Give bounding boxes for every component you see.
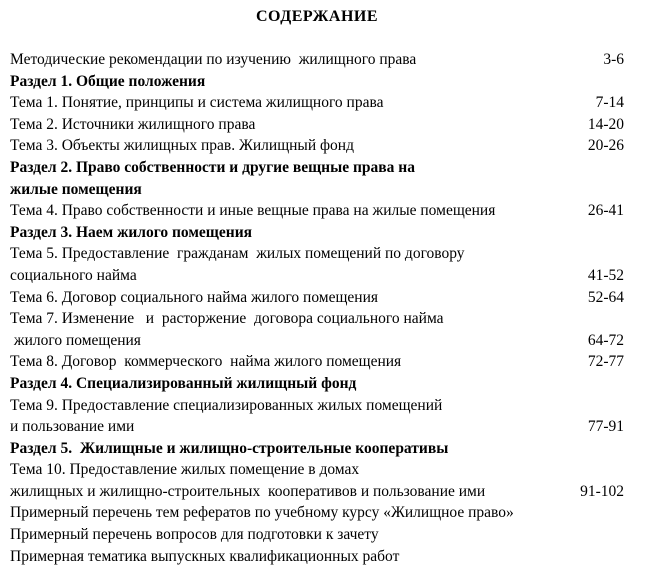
toc-entry-text: Тема 3. Объекты жилищных прав. Жилищный фонд <box>10 137 354 155</box>
toc-entry-pages: 26-41 <box>587 202 624 220</box>
toc-row <box>10 308 624 330</box>
toc-row <box>10 546 624 567</box>
toc-entry-pages: 20-26 <box>587 137 624 155</box>
toc-row-continued <box>10 481 624 503</box>
toc-row-continued <box>10 416 624 438</box>
toc-row <box>10 135 624 157</box>
toc-entry-pages: 91-102 <box>580 482 624 500</box>
toc-entry-text: Тема 9. Предоставление специализированных жилых помещений <box>10 396 443 414</box>
toc-entry-text: жилые помещения <box>10 180 142 198</box>
toc-entry-text: Методические рекомендации по изучению жилищного права <box>10 51 417 68</box>
toc-entry-text: Тема 5. Предоставление гражданам жилых помещений по договору <box>10 245 465 263</box>
toc-entry-text: Тема 4. Право собственности и иные вещные права на жилые помещения <box>10 202 496 220</box>
toc-entry-text: Раздел 3. Наем жилого помещения <box>10 223 253 241</box>
toc-row <box>10 459 624 481</box>
toc-row <box>10 395 624 417</box>
toc-entry-pages: 77-91 <box>587 418 624 436</box>
toc-section-row <box>10 71 624 93</box>
toc-section-row-continued <box>10 179 624 201</box>
toc-entry-text: Раздел 1. Общие положения <box>10 72 206 90</box>
toc-entry-text: Тема 6. Договор социального найма жилого помещения <box>10 288 379 306</box>
toc-entry-pages: 72-77 <box>587 353 624 371</box>
toc-entry-text: жилого помещения <box>10 331 141 349</box>
toc-entry-text: социального найма <box>10 266 137 284</box>
toc-row <box>10 92 624 114</box>
toc-entry-text: Примерный перечень тем рефератов по учебному курсу «Жилищное право» <box>10 504 514 522</box>
toc-entry-text: Раздел 5. Жилищные и жилищно-строительные кооперативы <box>10 439 449 457</box>
toc-entry-text: и пользование ими <box>10 418 135 436</box>
toc-row <box>10 49 624 71</box>
toc-entry-text: Примерная тематика выпускных квалификационных работ <box>10 547 400 565</box>
toc-entry-text: Тема 1. Понятие, принципы и система жилищного права <box>10 94 384 112</box>
table-of-contents <box>10 49 624 567</box>
toc-entry-text: Тема 7. Изменение и расторжение договора социального найма <box>10 310 444 328</box>
toc-row <box>10 200 624 222</box>
toc-row <box>10 351 624 373</box>
toc-entry-pages: 41-52 <box>587 266 624 284</box>
toc-row-continued <box>10 330 624 352</box>
toc-section-row <box>10 438 624 460</box>
toc-row <box>10 287 624 309</box>
toc-row <box>10 114 624 136</box>
toc-entry-text: Примерный перечень вопросов для подготовки к зачету <box>10 526 379 544</box>
toc-entry-text: жилищных и жилищно-строительных кооперативов и пользование ими <box>10 482 486 500</box>
page-title: СОДЕРЖАНИЕ <box>255 8 379 25</box>
toc-entry-pages: 64-72 <box>587 331 624 349</box>
toc-entry-pages: 7-14 <box>595 94 624 112</box>
toc-row-continued <box>10 265 624 287</box>
toc-entry-text: Тема 10. Предоставление жилых помещение в домах <box>10 461 360 479</box>
toc-entry-pages: 3-6 <box>603 51 624 68</box>
toc-entry-text: Тема 8. Договор коммерческого найма жилого помещения <box>10 353 402 371</box>
toc-section-row <box>10 222 624 244</box>
toc-entry-pages: 52-64 <box>587 288 624 306</box>
toc-row <box>10 524 624 546</box>
toc-entry-text: Тема 2. Источники жилищного права <box>10 115 256 133</box>
toc-section-row <box>10 157 624 179</box>
toc-entry-text: Раздел 4. Специализированный жилищный фонд <box>10 374 357 392</box>
toc-row <box>10 502 624 524</box>
toc-entry-text: Раздел 2. Право собственности и другие вещные права на <box>10 158 415 176</box>
toc-entry-pages: 14-20 <box>587 115 624 133</box>
toc-row <box>10 243 624 265</box>
toc-section-row <box>10 373 624 395</box>
